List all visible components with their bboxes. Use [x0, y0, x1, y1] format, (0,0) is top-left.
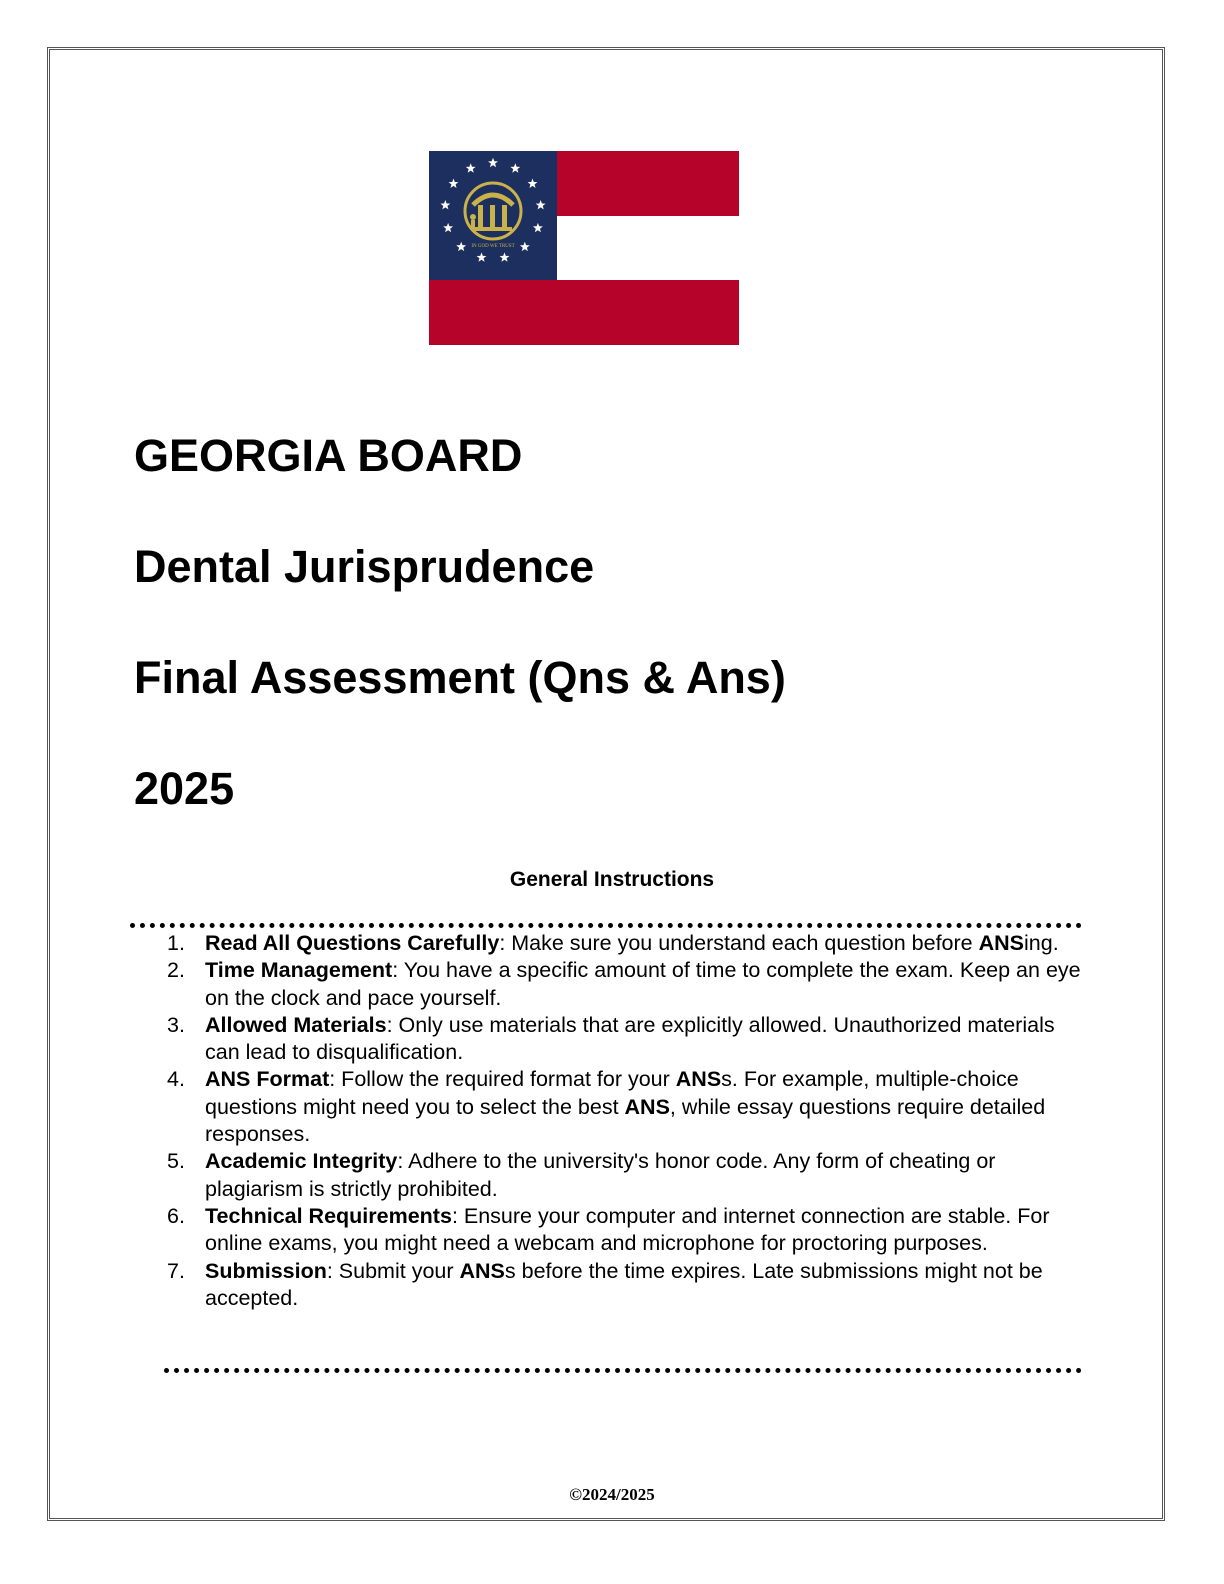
instruction-number: 4. [167, 1067, 185, 1092]
instruction-number: 3. [167, 1012, 185, 1037]
instruction-item [164, 957, 1089, 1012]
instruction-text: , while essay questions require detailed responses. [205, 1094, 1046, 1147]
instruction-bold-text: Allowed Materials [205, 1012, 387, 1037]
georgia-state-flag-icon [429, 151, 739, 345]
instruction-item [164, 1012, 1089, 1067]
instruction-text: ing. [1024, 931, 1059, 955]
seal-motto: IN GOD WE TRUST [471, 244, 515, 249]
instruction-number: 5. [167, 1149, 185, 1174]
instruction-item [164, 1148, 1089, 1203]
instruction-number: 6. [167, 1203, 185, 1228]
instruction-bold-text: Technical Requirements [205, 1203, 452, 1228]
instruction-text: : Only use materials that are explicitly allowed. Unauthorized materials can lead to disqualification. [205, 1012, 1055, 1065]
instruction-bold-text: ANS [459, 1258, 505, 1283]
title-year: 2025 [134, 763, 235, 814]
instruction-bold-text: Academic Integrity [205, 1149, 398, 1174]
instruction-bold-text: ANS [624, 1094, 670, 1119]
title-assessment: Final Assessment (Qns & Ans) [134, 652, 786, 703]
instruction-bold-text: Time Management [205, 958, 393, 983]
instruction-text: s. For example, multiple-choice questions might need you to select the best [205, 1067, 1019, 1119]
instruction-item [164, 930, 1089, 957]
copyright-footer: ©2024/2025 [569, 1485, 655, 1504]
instruction-number: 7. [167, 1258, 185, 1283]
instruction-text: : Follow the required format for your [329, 1067, 676, 1092]
title-block [134, 428, 1084, 872]
instruction-text: : You have a specific amount of time to complete the exam. Keep an eye on the clock and pace yourself. [205, 958, 1081, 1010]
instruction-text: : Submit your [326, 1258, 460, 1283]
instruction-text: s before the time expires. Late submissions might not be accepted. [205, 1258, 1043, 1310]
instructions-heading: General Instructions [509, 868, 715, 891]
instruction-number: 1. [167, 931, 185, 955]
title-board: GEORGIA BOARD [134, 430, 523, 481]
instruction-item [164, 1066, 1089, 1148]
instruction-bold-text: ANS Format [205, 1067, 330, 1092]
instruction-text: : Adhere to the university's honor code. Any form of cheating or plagiarism is strictly prohibited. [205, 1149, 996, 1201]
instruction-bold-text: ANS [675, 1067, 722, 1092]
dotted-divider-top [130, 923, 1082, 928]
flag-stripe-bottom [429, 280, 739, 345]
instruction-text: : Make sure you understand each question before [499, 931, 979, 955]
instruction-item [164, 1258, 1089, 1313]
instruction-number: 2. [167, 958, 185, 983]
instructions-list [164, 930, 1089, 1312]
title-subject: Dental Jurisprudence [134, 541, 595, 592]
instruction-item [164, 1203, 1089, 1258]
instruction-bold-text: Read All Questions Carefully [205, 931, 500, 955]
instruction-text: : Ensure your computer and internet connection are stable. For online exams, you might need a webcam and microphone for proctoring purposes. [205, 1203, 1050, 1256]
instruction-bold-text: ANS [978, 931, 1024, 955]
instruction-bold-text: Submission [205, 1258, 327, 1283]
dotted-divider-bottom [164, 1368, 1082, 1373]
